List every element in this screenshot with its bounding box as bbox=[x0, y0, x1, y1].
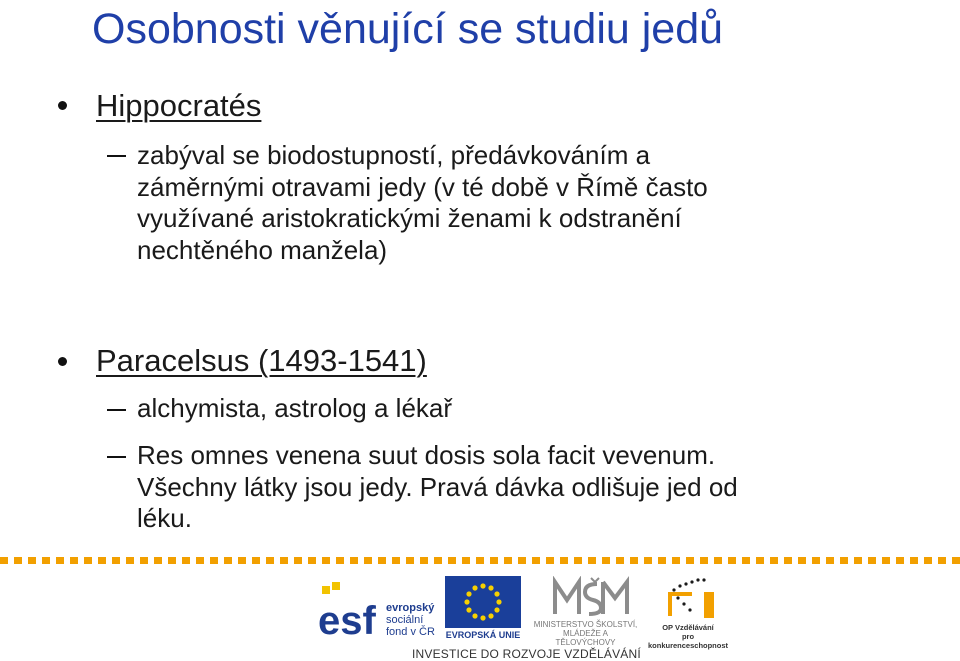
eu-flag-icon bbox=[445, 576, 521, 628]
dash-hippocrates-1 bbox=[107, 155, 126, 157]
item-line: Res omnes venena suut dosis sola facit vevenum. bbox=[137, 440, 716, 470]
msmt-mark-icon bbox=[533, 576, 638, 618]
item-line: využívané aristokratickými ženami k odstranění bbox=[137, 203, 682, 233]
op-line: pro konkurenceschopnost bbox=[648, 632, 729, 650]
eu-caption: EVROPSKÁ UNIE bbox=[445, 630, 521, 640]
item-line: zabýval se biodostupností, předávkováním a bbox=[137, 140, 651, 170]
eu-logo bbox=[445, 576, 521, 642]
item-line: záměrnými otravami jedy (v té době v Římě často bbox=[137, 171, 708, 202]
bullet-hippocrates bbox=[58, 101, 67, 110]
item-paracelsus-2 bbox=[137, 440, 738, 535]
item-paracelsus-1 bbox=[137, 393, 452, 425]
svg-text:esf: esf bbox=[318, 599, 376, 640]
bullet-paracelsus bbox=[58, 357, 67, 366]
esf-mark-icon bbox=[318, 578, 386, 640]
esf-logo bbox=[318, 578, 442, 642]
item-hippocrates-1 bbox=[137, 140, 708, 266]
op-mark-icon bbox=[648, 576, 728, 622]
item-line: Všechny látky jsou jedy. Pravá dávka odlišuje jed od bbox=[137, 471, 738, 502]
slide-title: Osobnosti věnující se studiu jedů bbox=[92, 5, 724, 53]
item-line: nechtěného manžela) bbox=[137, 234, 388, 265]
item-line: alchymista, astrolog a lékař bbox=[137, 393, 453, 423]
esf-line: fond v ČR bbox=[386, 626, 435, 638]
op-line: OP Vzdělávání bbox=[662, 623, 714, 632]
heading-paracelsus: Paracelsus (1493-1541) bbox=[96, 343, 427, 378]
esf-line: evropský bbox=[386, 602, 435, 614]
op-logo bbox=[648, 576, 729, 650]
dash-paracelsus-2 bbox=[107, 456, 126, 458]
heading-hippocrates: Hippocratés bbox=[96, 88, 262, 123]
footer-tagline: INVESTICE DO ROZVOJE VZDĚLÁVÁNÍ bbox=[412, 647, 641, 661]
op-caption bbox=[648, 623, 728, 650]
dash-paracelsus-1 bbox=[107, 409, 126, 411]
msmt-logo bbox=[533, 576, 638, 647]
esf-text bbox=[386, 602, 435, 638]
footer-logos bbox=[318, 573, 729, 650]
esf-line: sociální bbox=[386, 614, 424, 626]
msmt-line: MINISTERSTVO ŠKOLSTVÍ, bbox=[533, 620, 638, 629]
footer-dashed-divider bbox=[0, 557, 960, 564]
msmt-line: MLÁDEŽE A TĚLOVÝCHOVY bbox=[555, 629, 616, 647]
msmt-caption bbox=[533, 620, 638, 647]
item-line: léku. bbox=[137, 503, 192, 533]
